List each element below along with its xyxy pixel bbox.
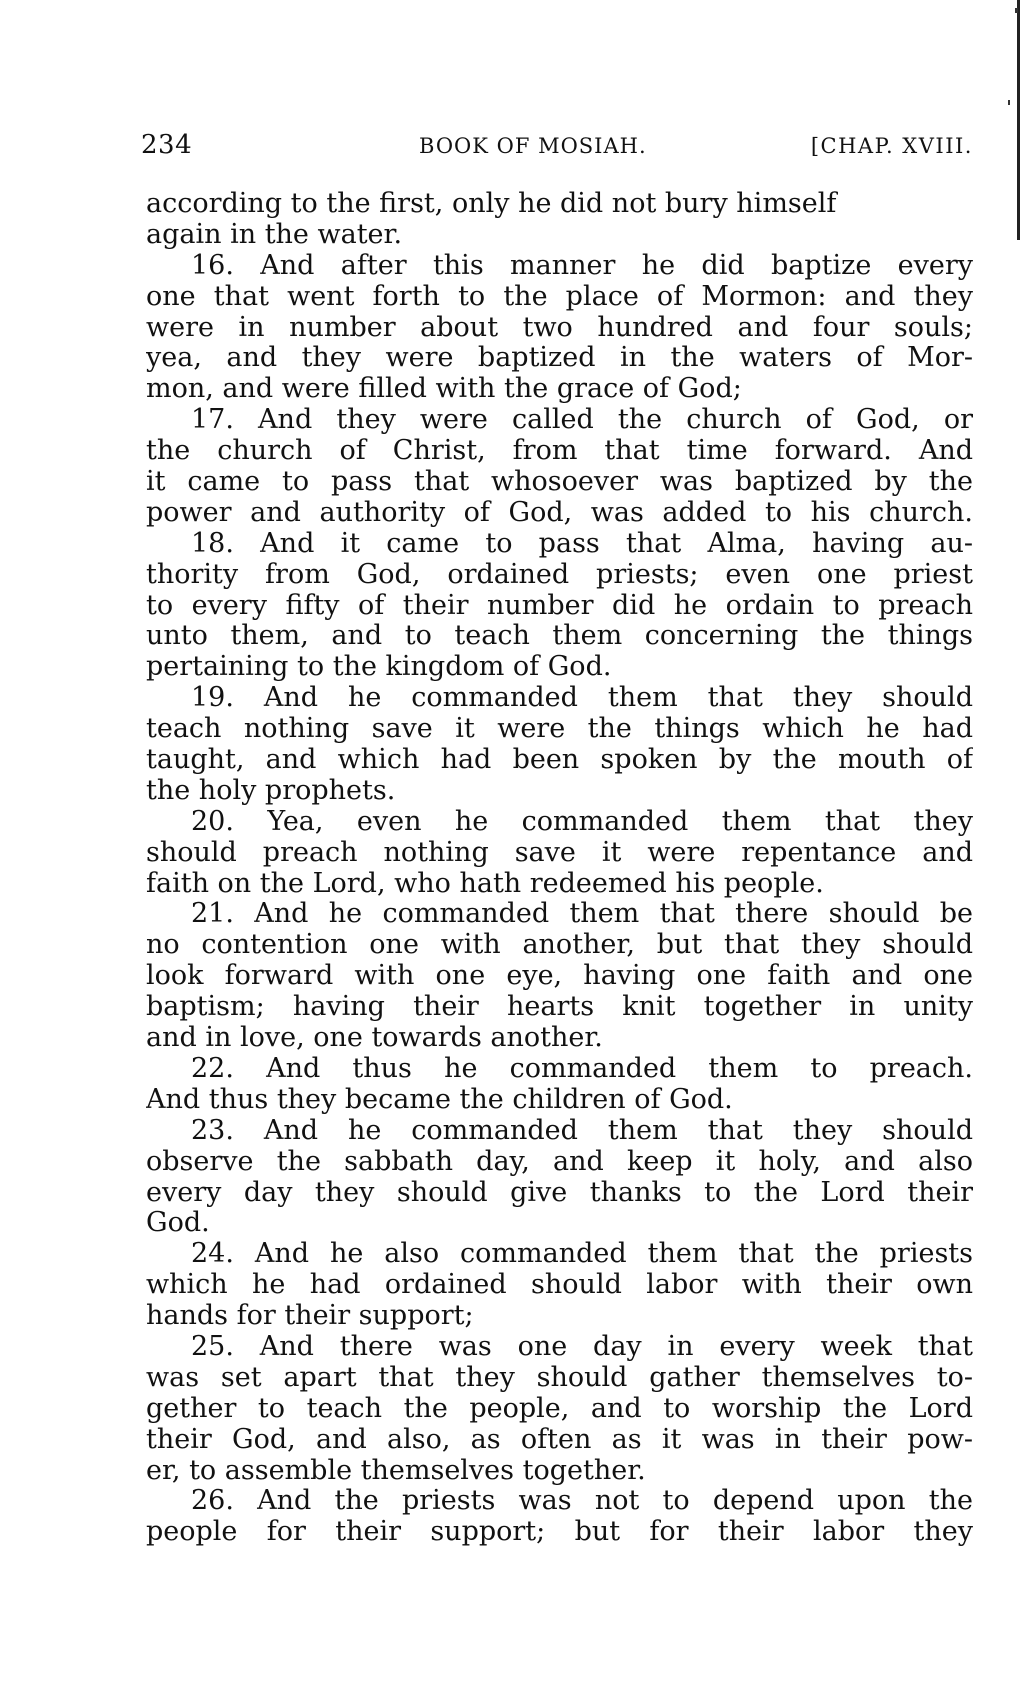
text-line: yea, and they were baptized in the waters of Mor- — [146, 343, 973, 374]
verse-start-line: 20. Yea, even he commanded them that they — [191, 806, 973, 837]
text-line: should preach nothing save it were repentance and — [146, 837, 973, 868]
text-line: every day they should give thanks to the Lord their — [146, 1177, 973, 1208]
text-line: and in love, one towards another. — [146, 1023, 603, 1054]
text-line: no contention one with another, but that they should — [146, 930, 973, 961]
text-line: observe the sabbath day, and keep it holy, and also — [146, 1146, 973, 1177]
text-line: it came to pass that whosoever was baptized by the — [146, 467, 973, 498]
verse-start-line: 23. And he commanded them that they should — [191, 1115, 973, 1146]
verse-start-line: 16. And after this manner he did baptize every — [191, 250, 973, 281]
text-line: thority from God, ordained priests; even one priest — [146, 559, 973, 590]
text-line: mon, and were filled with the grace of God; — [146, 374, 742, 405]
text-line: unto them, and to teach them concerning the things — [146, 621, 973, 652]
text-line: again in the water. — [146, 219, 403, 250]
text-line: pertaining to the kingdom of God. — [146, 652, 612, 683]
page-edge-line — [1017, 0, 1020, 240]
text-line: teach nothing save it were the things which he had — [146, 714, 973, 745]
text-line: God. — [146, 1208, 210, 1239]
text-line: taught, and which had been spoken by the mouth of — [146, 745, 973, 776]
text-line: hands for their support; — [146, 1301, 474, 1332]
text-line: er, to assemble themselves together. — [146, 1455, 646, 1486]
text-line: look forward with one eye, having one faith and one — [146, 961, 973, 992]
text-line: the church of Christ, from that time forward. And — [146, 436, 973, 467]
verse-start-line: 21. And he commanded them that there should be — [191, 899, 973, 930]
verse-start-line: 22. And thus he commanded them to preach. — [191, 1053, 973, 1084]
verse-start-line: 26. And the priests was not to depend upon the — [191, 1486, 973, 1517]
scan-speck — [1008, 100, 1010, 105]
verse-start-line: 18. And it came to pass that Alma, having au- — [191, 528, 973, 559]
text-line: to every fifty of their number did he ordain to preach — [146, 590, 973, 621]
running-header — [141, 130, 973, 170]
text-line: one that went forth to the place of Mormon: and they — [146, 281, 973, 312]
verse-start-line: 24. And he also commanded them that the priests — [191, 1239, 973, 1270]
verse-start-line: 19. And he commanded them that they should — [191, 683, 973, 714]
text-line: the holy prophets. — [146, 775, 396, 806]
verse-start-line: 17. And they were called the church of God, or — [191, 405, 973, 436]
scan-speck — [1015, 8, 1018, 13]
text-line: baptism; having their hearts knit together in unity — [146, 992, 973, 1023]
text-line: faith on the Lord, who hath redeemed his people. — [146, 868, 824, 899]
text-line: according to the first, only he did not bury himself — [146, 189, 837, 219]
text-line: people for their support; but for their labor they — [146, 1517, 973, 1548]
scripture-text — [146, 189, 973, 1548]
text-line: power and authority of God, was added to his church. — [146, 497, 973, 528]
text-line: which he had ordained should labor with their own — [146, 1270, 973, 1301]
text-line: were in number about two hundred and four souls; — [146, 312, 973, 343]
text-line: was set apart that they should gather themselves to- — [146, 1362, 973, 1393]
text-line: And thus they became the children of God. — [146, 1084, 733, 1115]
page-number: 234 — [141, 130, 193, 160]
chapter-label: [CHAP. XVIII. — [810, 134, 973, 158]
text-line: their God, and also, as often as it was in their pow- — [146, 1424, 973, 1455]
verse-start-line: 25. And there was one day in every week that — [191, 1331, 973, 1362]
book-title: BOOK OF MOSIAH. — [419, 134, 647, 158]
text-line: gether to teach the people, and to worship the Lord — [146, 1393, 973, 1424]
